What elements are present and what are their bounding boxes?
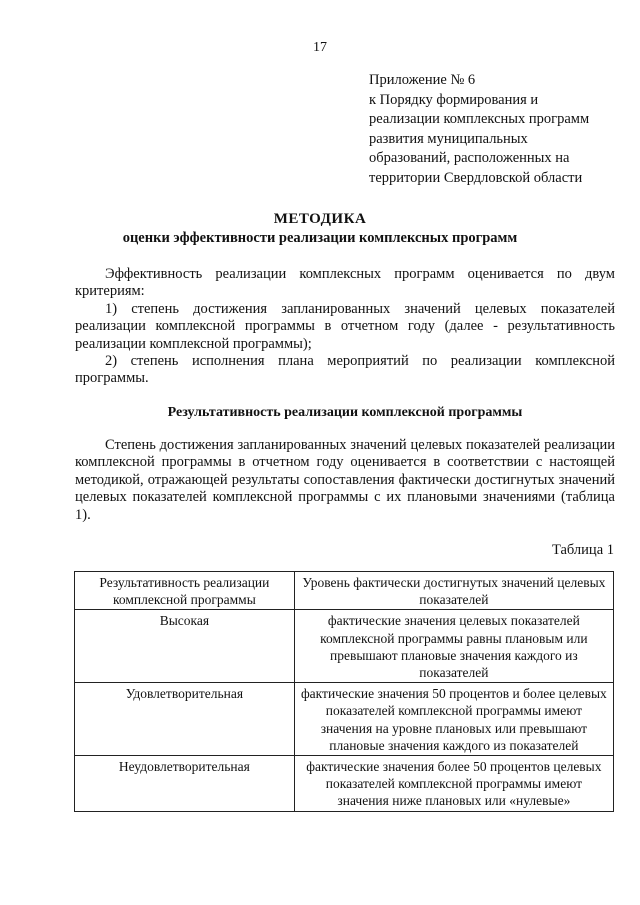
- appendix-line: развития муниципальных: [369, 130, 528, 147]
- page-number: 17: [313, 40, 327, 55]
- table-caption: Таблица 1: [551, 542, 614, 558]
- row-level: Неудовлетворительная: [75, 756, 295, 812]
- document-title: МЕТОДИКА: [273, 211, 367, 227]
- document-subtitle: оценки эффективности реализации комплексных программ: [122, 230, 518, 246]
- appendix-line: реализации комплексных программ: [369, 111, 590, 128]
- section-paragraph: Степень достижения запланированных значений целевых показателей реализации комплексной программы в отчетном году оценивается в соответствии с настоящей методикой, отражающей результаты сопоставления фактически достигнутых значений целевых показателей комплексной программы с их плановыми значениями (таблица 1).: [75, 437, 615, 523]
- intro-text: [75, 266, 615, 388]
- section-text: [75, 437, 615, 524]
- table-row: [75, 610, 614, 683]
- table-row: [75, 756, 614, 812]
- row-description: фактические значения целевых показателей комплексной программы равны плановым или превышают плановые значения каждого из показателей: [294, 610, 613, 683]
- appendix-line: к Порядку формирования и: [369, 91, 539, 108]
- row-level: Удовлетворительная: [75, 683, 295, 756]
- criteria-table: [74, 571, 614, 812]
- criterion-2: 2) степень исполнения плана мероприятий по реализации комплексной программы.: [75, 353, 615, 387]
- appendix-line: Приложение № 6: [369, 72, 476, 88]
- appendix-line: территории Свердловской области: [369, 169, 583, 186]
- header-effectiveness: Результативность реализации комплексной программы: [75, 572, 295, 610]
- section-heading: Результативность реализации комплексной программы: [167, 405, 523, 420]
- row-description: фактические значения более 50 процентов целевых показателей комплексной программы имеют значения ниже плановых или «нулевые»: [294, 756, 613, 812]
- row-level: Высокая: [75, 610, 295, 683]
- appendix-line: образований, расположенных на: [369, 150, 570, 167]
- table-header-row: [75, 572, 614, 610]
- intro-paragraph: Эффективность реализации комплексных программ оценивается по двум критериям:: [75, 266, 615, 300]
- row-description: фактические значения 50 процентов и более целевых показателей комплексной программы имеют значения на уровне плановых или превышают плановые значения каждого из показателей: [294, 683, 613, 756]
- criterion-1: 1) степень достижения запланированных значений целевых показателей реализации комплексной программы в отчетном году (далее - результативность реализации комплексной программы);: [75, 300, 615, 352]
- table-row: [75, 683, 614, 756]
- appendix-block: [369, 71, 629, 189]
- header-achievement-level: Уровень фактически достигнутых значений целевых показателей: [294, 572, 613, 610]
